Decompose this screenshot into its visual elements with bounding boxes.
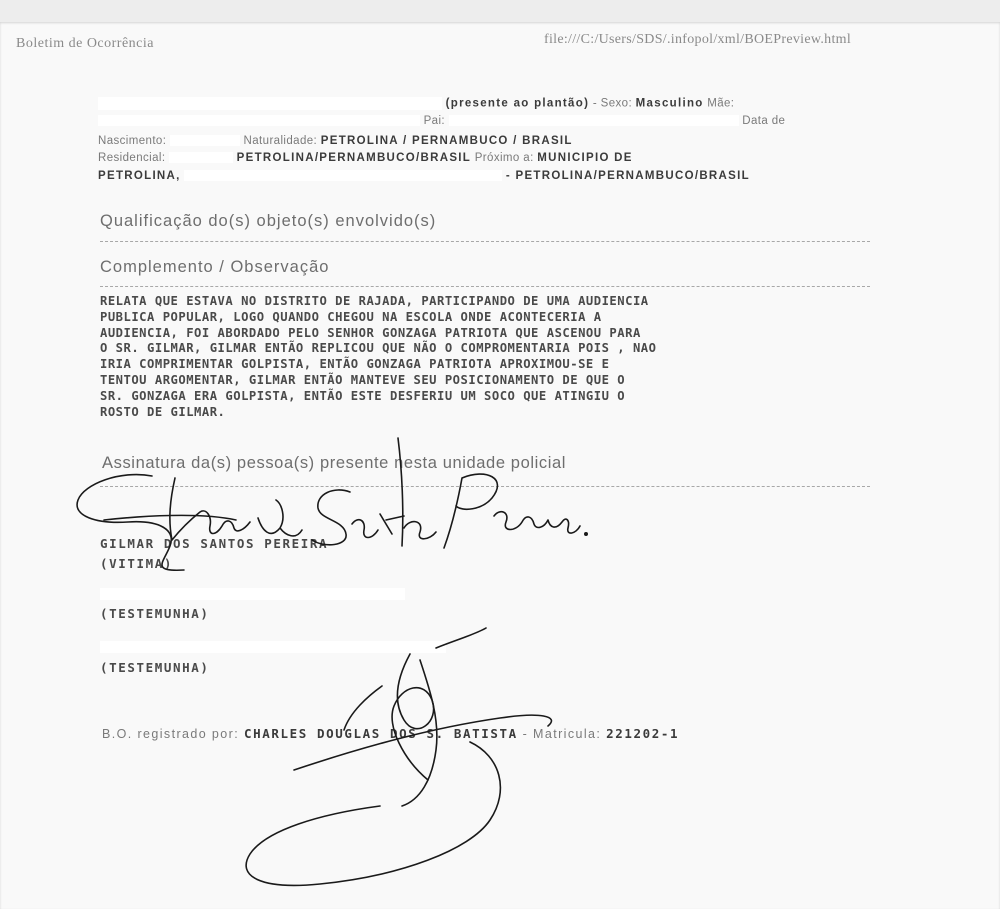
signature-divider	[100, 486, 870, 487]
redacted-address	[169, 152, 233, 163]
residencial-value: PETROLINA/PERNAMBUCO/BRASIL	[236, 152, 472, 164]
sex-value: Masculino	[635, 97, 704, 110]
document-header-title: Boletim de Ocorrência	[16, 36, 155, 51]
birth-label: Data de	[742, 115, 786, 127]
objects-divider	[100, 241, 870, 242]
registered-by-label: B.O. registrado por:	[102, 727, 240, 741]
registration-footer	[102, 726, 679, 741]
victim-name: GILMAR DOS SANTOS PEREIRA	[100, 536, 329, 551]
person-line-1	[98, 97, 734, 110]
redacted-street	[184, 170, 502, 181]
witness-1-role: (TESTEMUNHA)	[100, 606, 210, 621]
redacted-name	[98, 97, 442, 110]
person-line-4	[98, 152, 633, 164]
redacted-birth-date	[170, 135, 240, 146]
father-label: Pai:	[423, 115, 446, 127]
complement-divider	[100, 286, 870, 287]
residencial-label: Residencial:	[98, 152, 166, 164]
victim-role: (VITIMA)	[100, 556, 174, 571]
redacted-witness-1	[100, 588, 405, 600]
proximo-label: Próximo a:	[474, 152, 534, 164]
person-line-3	[98, 135, 573, 147]
matricula-label: - Matricula:	[522, 727, 602, 741]
redacted-father-name	[449, 115, 739, 126]
signature-caption: Assinatura da(s) pessoa(s) presente nesta unidade policial	[102, 454, 567, 472]
naturalidade-value: PETROLINA / PERNAMBUCO / BRASIL	[320, 135, 573, 147]
mother-label: Mãe:	[707, 97, 735, 110]
birth-label-cont: Nascimento:	[98, 135, 167, 147]
person-line-5	[98, 170, 750, 182]
officer-name: CHARLES DOUGLAS DOS S. BATISTA	[243, 726, 518, 741]
address-tail: - PETROLINA/PERNAMBUCO/BRASIL	[505, 170, 750, 182]
proximo-value-cont: PETROLINA,	[98, 170, 181, 182]
complement-section-title: Complemento / Observação	[100, 258, 330, 276]
report-text: RELATA QUE ESTAVA NO DISTRITO DE RAJADA, PARTICIPANDO DE UMA AUDIENCIA PUBLICA POPULAR, LOGO QUANDO CHEGOU NA ESCOLA ONDE ACONTECERIA A AUDIENCIA, FOI ABORDADO PELO SENHOR GONZAGA PATRIOTA QUE ASCENOU PARA O SR. GILMAR, GILMAR ENTÃO REPLICOU QUE NÃO O COMPROMENTARIA POIS , NAO IRIA COMPRIMENTAR GOLPISTA, ENTÃO GONZAGA PATRIOTA APROXIMOU-SE E TENTOU ARGOMENTAR, GILMAR ENTÃO MANTEVE SEU POSICIONAMENTO DE QUE O SR. GONZAGA ERA GOLPISTA, ENTÃO ESTE DESFERIU UM SOCO QUE ATINGIU O ROSTO DE GILMAR.	[100, 294, 657, 419]
sex-label: - Sexo:	[592, 97, 633, 110]
matricula-value: 221202-1	[606, 726, 680, 741]
presence-status: (presente ao plantão)	[445, 97, 590, 110]
witness-2-role: (TESTEMUNHA)	[100, 660, 210, 675]
document-header-path: file:///C:/Users/SDS/.infopol/xml/BOEPreview.html	[544, 32, 852, 47]
proximo-value: MUNICIPIO DE	[537, 152, 633, 164]
objects-section-title: Qualificação do(s) objeto(s) envolvido(s)	[100, 212, 437, 230]
naturalidade-label: Naturalidade:	[243, 135, 318, 147]
redacted-mother-name	[98, 115, 420, 126]
person-line-2	[98, 115, 785, 127]
redacted-witness-2	[100, 641, 446, 653]
